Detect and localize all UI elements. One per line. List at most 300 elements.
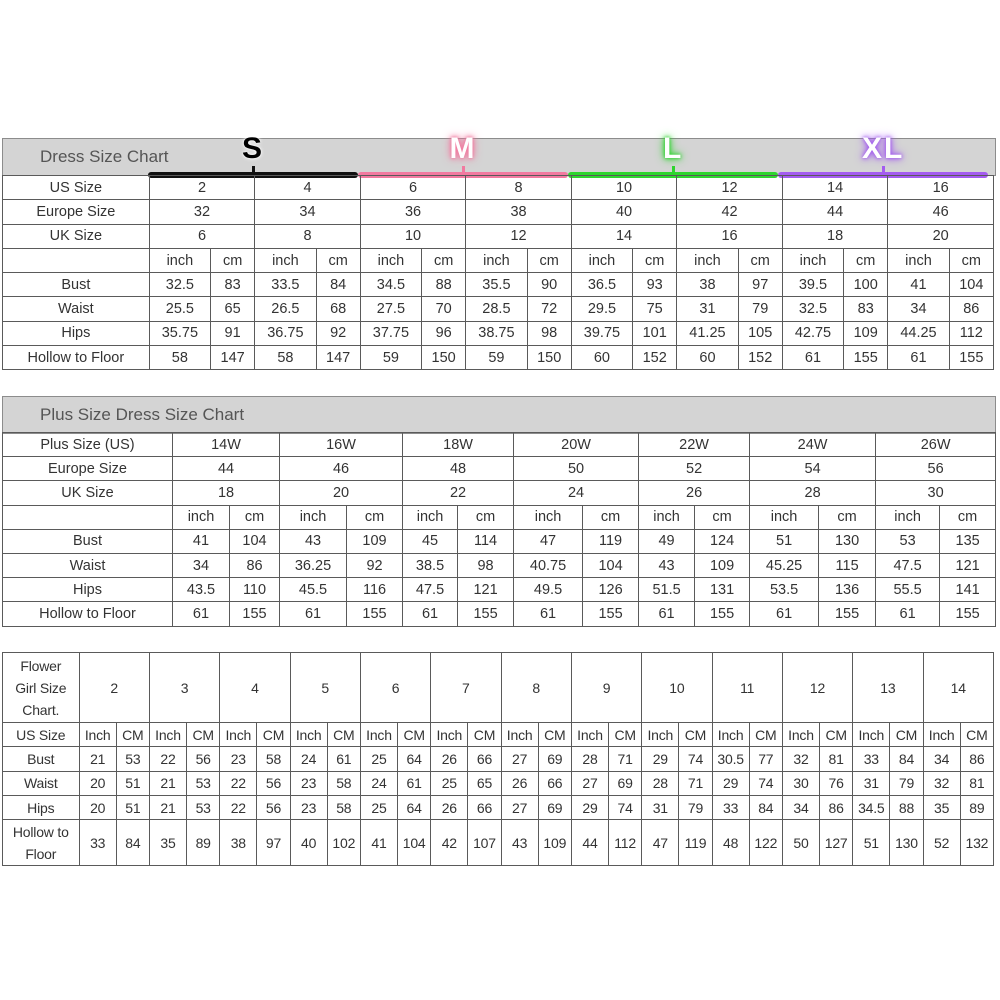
measure-value: 29.5 [571, 297, 632, 321]
unit-cm: cm [949, 248, 993, 272]
dress-us-row [3, 176, 994, 200]
measure-value: 61 [782, 346, 843, 370]
measure-value: 53.5 [750, 578, 819, 602]
unit-inch: Inch [501, 723, 538, 747]
size-value: 16 [677, 224, 783, 248]
unit-cm: cm [347, 505, 403, 529]
measure-label: Hips [3, 795, 80, 819]
measure-value: 51 [116, 795, 149, 819]
measure-value: 35 [149, 820, 186, 866]
row-label: Europe Size [3, 200, 150, 224]
row-label: UK Size [3, 224, 150, 248]
measure-value: 84 [116, 820, 149, 866]
measure-value: 100 [844, 273, 888, 297]
size-value: 14 [571, 224, 677, 248]
unit-inch: inch [360, 248, 421, 272]
flower-measure-row [3, 747, 994, 771]
measure-value: 155 [819, 602, 876, 626]
measure-value: 23 [290, 795, 327, 819]
unit-inch: Inch [712, 723, 749, 747]
measure-value: 84 [316, 273, 360, 297]
measure-value: 84 [749, 795, 782, 819]
measure-value: 101 [633, 321, 677, 345]
measure-value: 155 [347, 602, 403, 626]
dress-measure-row [3, 273, 994, 297]
size-value: 6 [360, 653, 430, 723]
unit-inch: inch [149, 248, 210, 272]
measure-value: 83 [844, 297, 888, 321]
unit-cm: cm [316, 248, 360, 272]
measure-value: 38.75 [466, 321, 527, 345]
measure-value: 141 [940, 578, 996, 602]
measure-value: 55.5 [876, 578, 940, 602]
measure-value: 84 [890, 747, 923, 771]
measure-value: 79 [738, 297, 782, 321]
measure-value: 42 [431, 820, 468, 866]
size-value: 7 [431, 653, 501, 723]
measure-value: 43 [280, 529, 347, 553]
measure-value: 150 [422, 346, 466, 370]
size-value: 18 [173, 481, 280, 505]
size-value: 36 [360, 200, 466, 224]
measure-value: 51.5 [639, 578, 695, 602]
unit-cm: CM [890, 723, 923, 747]
measure-value: 70 [422, 297, 466, 321]
measure-value: 30.5 [712, 747, 749, 771]
measure-value: 34 [923, 747, 960, 771]
measure-value: 66 [538, 771, 571, 795]
measure-value: 92 [316, 321, 360, 345]
unit-inch: Inch [360, 723, 397, 747]
measure-value: 29 [571, 795, 608, 819]
measure-value: 91 [211, 321, 255, 345]
measure-value: 51 [750, 529, 819, 553]
measure-value: 45.5 [280, 578, 347, 602]
measure-value: 109 [695, 553, 750, 577]
row-label: Europe Size [3, 457, 173, 481]
measure-value: 104 [583, 553, 639, 577]
unit-inch: Inch [782, 723, 819, 747]
measure-value: 69 [538, 747, 571, 771]
measure-value: 126 [583, 578, 639, 602]
measure-value: 119 [679, 820, 712, 866]
size-value: 20W [514, 433, 639, 457]
measure-value: 36.75 [255, 321, 316, 345]
measure-value: 34.5 [853, 795, 890, 819]
plus-measure-row [3, 553, 996, 577]
measure-label: Waist [3, 297, 150, 321]
dress-size-table [2, 175, 994, 370]
size-value: 12 [677, 176, 783, 200]
size-value: 6 [149, 224, 255, 248]
measure-value: 116 [347, 578, 403, 602]
size-value: 46 [280, 457, 403, 481]
measure-value: 24 [290, 747, 327, 771]
measure-value: 58 [255, 346, 316, 370]
row-label: US Size [3, 723, 80, 747]
size-value: 20 [280, 481, 403, 505]
size-group-letter: M [449, 132, 477, 165]
measure-value: 89 [187, 820, 220, 866]
measure-value: 35 [923, 795, 960, 819]
unit-cm: CM [679, 723, 712, 747]
measure-value: 155 [583, 602, 639, 626]
measure-value: 56 [257, 795, 290, 819]
floor-label-line: Hollow to [12, 823, 69, 840]
measure-value: 41 [360, 820, 397, 866]
measure-value: 121 [940, 553, 996, 577]
measure-value: 35.5 [466, 273, 527, 297]
measure-value: 65 [211, 297, 255, 321]
measure-value: 105 [738, 321, 782, 345]
measure-value: 29 [712, 771, 749, 795]
measure-value: 38 [677, 273, 738, 297]
flower-unit-row [3, 723, 994, 747]
measure-value: 48 [712, 820, 749, 866]
measure-value: 86 [230, 553, 280, 577]
size-value: 12 [466, 224, 572, 248]
unit-inch: inch [403, 505, 458, 529]
measure-value: 44.25 [888, 321, 949, 345]
size-value: 32 [149, 200, 255, 224]
measure-value: 58 [149, 346, 210, 370]
size-value: 40 [571, 200, 677, 224]
size-value: 26 [639, 481, 750, 505]
size-value: 24W [750, 433, 876, 457]
measure-value: 32.5 [782, 297, 843, 321]
measure-value: 130 [890, 820, 923, 866]
measure-value: 155 [940, 602, 996, 626]
measure-value: 34 [782, 795, 819, 819]
measure-value: 104 [398, 820, 431, 866]
empty-cell [3, 505, 173, 529]
size-value: 54 [750, 457, 876, 481]
measure-value: 22 [149, 747, 186, 771]
measure-value: 32 [782, 747, 819, 771]
size-value: 3 [149, 653, 219, 723]
flower-title-line: Flower [20, 657, 62, 674]
measure-value: 104 [949, 273, 993, 297]
measure-value: 60 [677, 346, 738, 370]
size-value: 28 [750, 481, 876, 505]
measure-value: 23 [220, 747, 257, 771]
measure-value: 64 [398, 747, 431, 771]
measure-label: Hips [3, 321, 150, 345]
measure-value: 109 [844, 321, 888, 345]
dress-chart-title: Dress Size Chart [40, 147, 169, 166]
unit-cm: cm [940, 505, 996, 529]
measure-value: 136 [819, 578, 876, 602]
size-value: 56 [876, 457, 996, 481]
unit-inch: inch [677, 248, 738, 272]
measure-value: 88 [422, 273, 466, 297]
size-value: 14 [782, 176, 888, 200]
measure-value: 41 [173, 529, 230, 553]
size-value: 18W [403, 433, 514, 457]
measure-value: 61 [173, 602, 230, 626]
measure-value: 131 [695, 578, 750, 602]
measure-value: 39.75 [571, 321, 632, 345]
row-label: UK Size [3, 481, 173, 505]
size-value: 16 [888, 176, 994, 200]
measure-value: 34 [888, 297, 949, 321]
unit-cm: CM [609, 723, 642, 747]
measure-value: 33.5 [255, 273, 316, 297]
measure-label: Hips [3, 578, 173, 602]
measure-value: 34.5 [360, 273, 421, 297]
measure-value: 22 [220, 771, 257, 795]
unit-cm: cm [633, 248, 677, 272]
floor-label-line: Floor [25, 845, 57, 862]
measure-value: 37.75 [360, 321, 421, 345]
measure-value: 89 [960, 795, 993, 819]
unit-inch: Inch [220, 723, 257, 747]
plus-measure-row [3, 529, 996, 553]
unit-cm: cm [738, 248, 782, 272]
measure-value: 155 [695, 602, 750, 626]
measure-label: Bust [3, 273, 150, 297]
size-value: 22 [403, 481, 514, 505]
measure-value: 122 [749, 820, 782, 866]
size-value: 8 [466, 176, 572, 200]
size-value: 14 [923, 653, 994, 723]
measure-value: 83 [211, 273, 255, 297]
measure-value: 47.5 [403, 578, 458, 602]
plus-measure-row [3, 602, 996, 626]
unit-cm: cm [695, 505, 750, 529]
unit-inch: inch [571, 248, 632, 272]
measure-value: 39.5 [782, 273, 843, 297]
measure-value: 71 [679, 771, 712, 795]
flower-size-row [3, 653, 994, 723]
measure-value: 25 [360, 747, 397, 771]
measure-value: 69 [538, 795, 571, 819]
measure-value: 79 [890, 771, 923, 795]
plus-eu-row [3, 457, 996, 481]
measure-value: 61 [876, 602, 940, 626]
unit-inch: Inch [431, 723, 468, 747]
size-value: 50 [514, 457, 639, 481]
measure-value: 155 [949, 346, 993, 370]
measure-value: 30 [782, 771, 819, 795]
measure-value: 152 [738, 346, 782, 370]
measure-value: 20 [79, 771, 116, 795]
unit-inch: Inch [571, 723, 608, 747]
unit-cm: cm [211, 248, 255, 272]
plus-uk-row [3, 481, 996, 505]
unit-inch: Inch [853, 723, 890, 747]
unit-cm: CM [538, 723, 571, 747]
measure-value: 69 [609, 771, 642, 795]
measure-value: 61 [398, 771, 431, 795]
size-group-letter: L [663, 132, 684, 165]
size-value: 2 [79, 653, 149, 723]
row-label: US Size [3, 176, 150, 200]
plus-us-row [3, 433, 996, 457]
size-value: 8 [501, 653, 571, 723]
unit-inch: inch [466, 248, 527, 272]
measure-value: 79 [679, 795, 712, 819]
measure-value: 66 [468, 747, 501, 771]
measure-value: 33 [712, 795, 749, 819]
measure-value: 40 [290, 820, 327, 866]
size-value: 10 [642, 653, 712, 723]
unit-cm: CM [398, 723, 431, 747]
size-value: 44 [173, 457, 280, 481]
dress-unit-row [3, 248, 994, 272]
measure-label: Waist [3, 771, 80, 795]
size-value: 20 [888, 224, 994, 248]
measure-value: 47 [642, 820, 679, 866]
plus-measure-row [3, 578, 996, 602]
unit-inch: inch [514, 505, 583, 529]
measure-value: 56 [187, 747, 220, 771]
measure-label: Waist [3, 553, 173, 577]
size-value: 24 [514, 481, 639, 505]
measure-value: 86 [949, 297, 993, 321]
measure-value: 61 [280, 602, 347, 626]
measure-value: 110 [230, 578, 280, 602]
size-value: 42 [677, 200, 783, 224]
unit-inch: Inch [642, 723, 679, 747]
measure-value: 75 [633, 297, 677, 321]
measure-value: 112 [609, 820, 642, 866]
measure-value: 58 [327, 795, 360, 819]
measure-value: 32 [923, 771, 960, 795]
measure-label: Hollow to Floor [3, 602, 173, 626]
measure-value: 41 [888, 273, 949, 297]
measure-value: 98 [458, 553, 514, 577]
measure-value: 124 [695, 529, 750, 553]
size-value: 44 [782, 200, 888, 224]
measure-value: 28.5 [466, 297, 527, 321]
measure-value: 68 [316, 297, 360, 321]
flower-measure-row [3, 795, 994, 819]
measure-value: 35.75 [149, 321, 210, 345]
size-value: 10 [571, 176, 677, 200]
unit-inch: inch [639, 505, 695, 529]
measure-value: 53 [187, 771, 220, 795]
size-value: 48 [403, 457, 514, 481]
measure-value: 112 [949, 321, 993, 345]
measure-value: 109 [347, 529, 403, 553]
measure-value: 34 [173, 553, 230, 577]
measure-value: 132 [960, 820, 993, 866]
measure-value: 114 [458, 529, 514, 553]
measure-value: 49.5 [514, 578, 583, 602]
measure-value: 28 [571, 747, 608, 771]
unit-inch: Inch [79, 723, 116, 747]
measure-value: 59 [360, 346, 421, 370]
measure-value: 22 [220, 795, 257, 819]
dress-eu-row [3, 200, 994, 224]
measure-value: 43.5 [173, 578, 230, 602]
measure-value: 97 [738, 273, 782, 297]
size-value: 11 [712, 653, 782, 723]
dress-measure-row [3, 297, 994, 321]
measure-value: 23 [290, 771, 327, 795]
size-value: 38 [466, 200, 572, 224]
measure-value: 150 [527, 346, 571, 370]
measure-value: 43 [639, 553, 695, 577]
size-value: 16W [280, 433, 403, 457]
measure-value: 29 [642, 747, 679, 771]
measure-value: 74 [679, 747, 712, 771]
measure-value: 36.25 [280, 553, 347, 577]
flower-title-line: Girl Size [15, 679, 67, 696]
measure-value: 53 [116, 747, 149, 771]
measure-value: 115 [819, 553, 876, 577]
measure-label [3, 820, 80, 866]
measure-value: 43 [501, 820, 538, 866]
unit-cm: CM [187, 723, 220, 747]
measure-value: 104 [230, 529, 280, 553]
measure-value: 53 [187, 795, 220, 819]
measure-label: Bust [3, 747, 80, 771]
size-value: 9 [571, 653, 641, 723]
measure-value: 77 [749, 747, 782, 771]
measure-value: 27 [501, 795, 538, 819]
measure-value: 26 [431, 795, 468, 819]
measure-value: 147 [316, 346, 360, 370]
unit-cm: cm [583, 505, 639, 529]
size-value: 26W [876, 433, 996, 457]
unit-inch: inch [888, 248, 949, 272]
measure-value: 26 [501, 771, 538, 795]
measure-value: 47 [514, 529, 583, 553]
measure-value: 61 [639, 602, 695, 626]
size-value: 30 [876, 481, 996, 505]
size-value: 14W [173, 433, 280, 457]
size-value: 10 [360, 224, 466, 248]
measure-value: 27.5 [360, 297, 421, 321]
measure-value: 152 [633, 346, 677, 370]
measure-value: 92 [347, 553, 403, 577]
measure-value: 61 [514, 602, 583, 626]
measure-value: 97 [257, 820, 290, 866]
measure-value: 58 [257, 747, 290, 771]
measure-value: 71 [609, 747, 642, 771]
size-value: 12 [782, 653, 852, 723]
measure-value: 90 [527, 273, 571, 297]
measure-value: 21 [79, 747, 116, 771]
measure-value: 130 [819, 529, 876, 553]
measure-value: 24 [360, 771, 397, 795]
measure-value: 51 [116, 771, 149, 795]
measure-value: 40.75 [514, 553, 583, 577]
size-value: 34 [255, 200, 361, 224]
measure-value: 58 [327, 771, 360, 795]
measure-value: 21 [149, 771, 186, 795]
measure-value: 60 [571, 346, 632, 370]
measure-value: 135 [940, 529, 996, 553]
measure-value: 107 [468, 820, 501, 866]
size-value: 18 [782, 224, 888, 248]
measure-value: 33 [79, 820, 116, 866]
measure-value: 76 [820, 771, 853, 795]
unit-inch: inch [255, 248, 316, 272]
measure-value: 56 [257, 771, 290, 795]
measure-value: 86 [960, 747, 993, 771]
measure-value: 64 [398, 795, 431, 819]
unit-cm: cm [844, 248, 888, 272]
measure-value: 25 [360, 795, 397, 819]
size-value: 46 [888, 200, 994, 224]
measure-value: 65 [468, 771, 501, 795]
measure-value: 21 [149, 795, 186, 819]
unit-cm: cm [422, 248, 466, 272]
measure-value: 102 [327, 820, 360, 866]
